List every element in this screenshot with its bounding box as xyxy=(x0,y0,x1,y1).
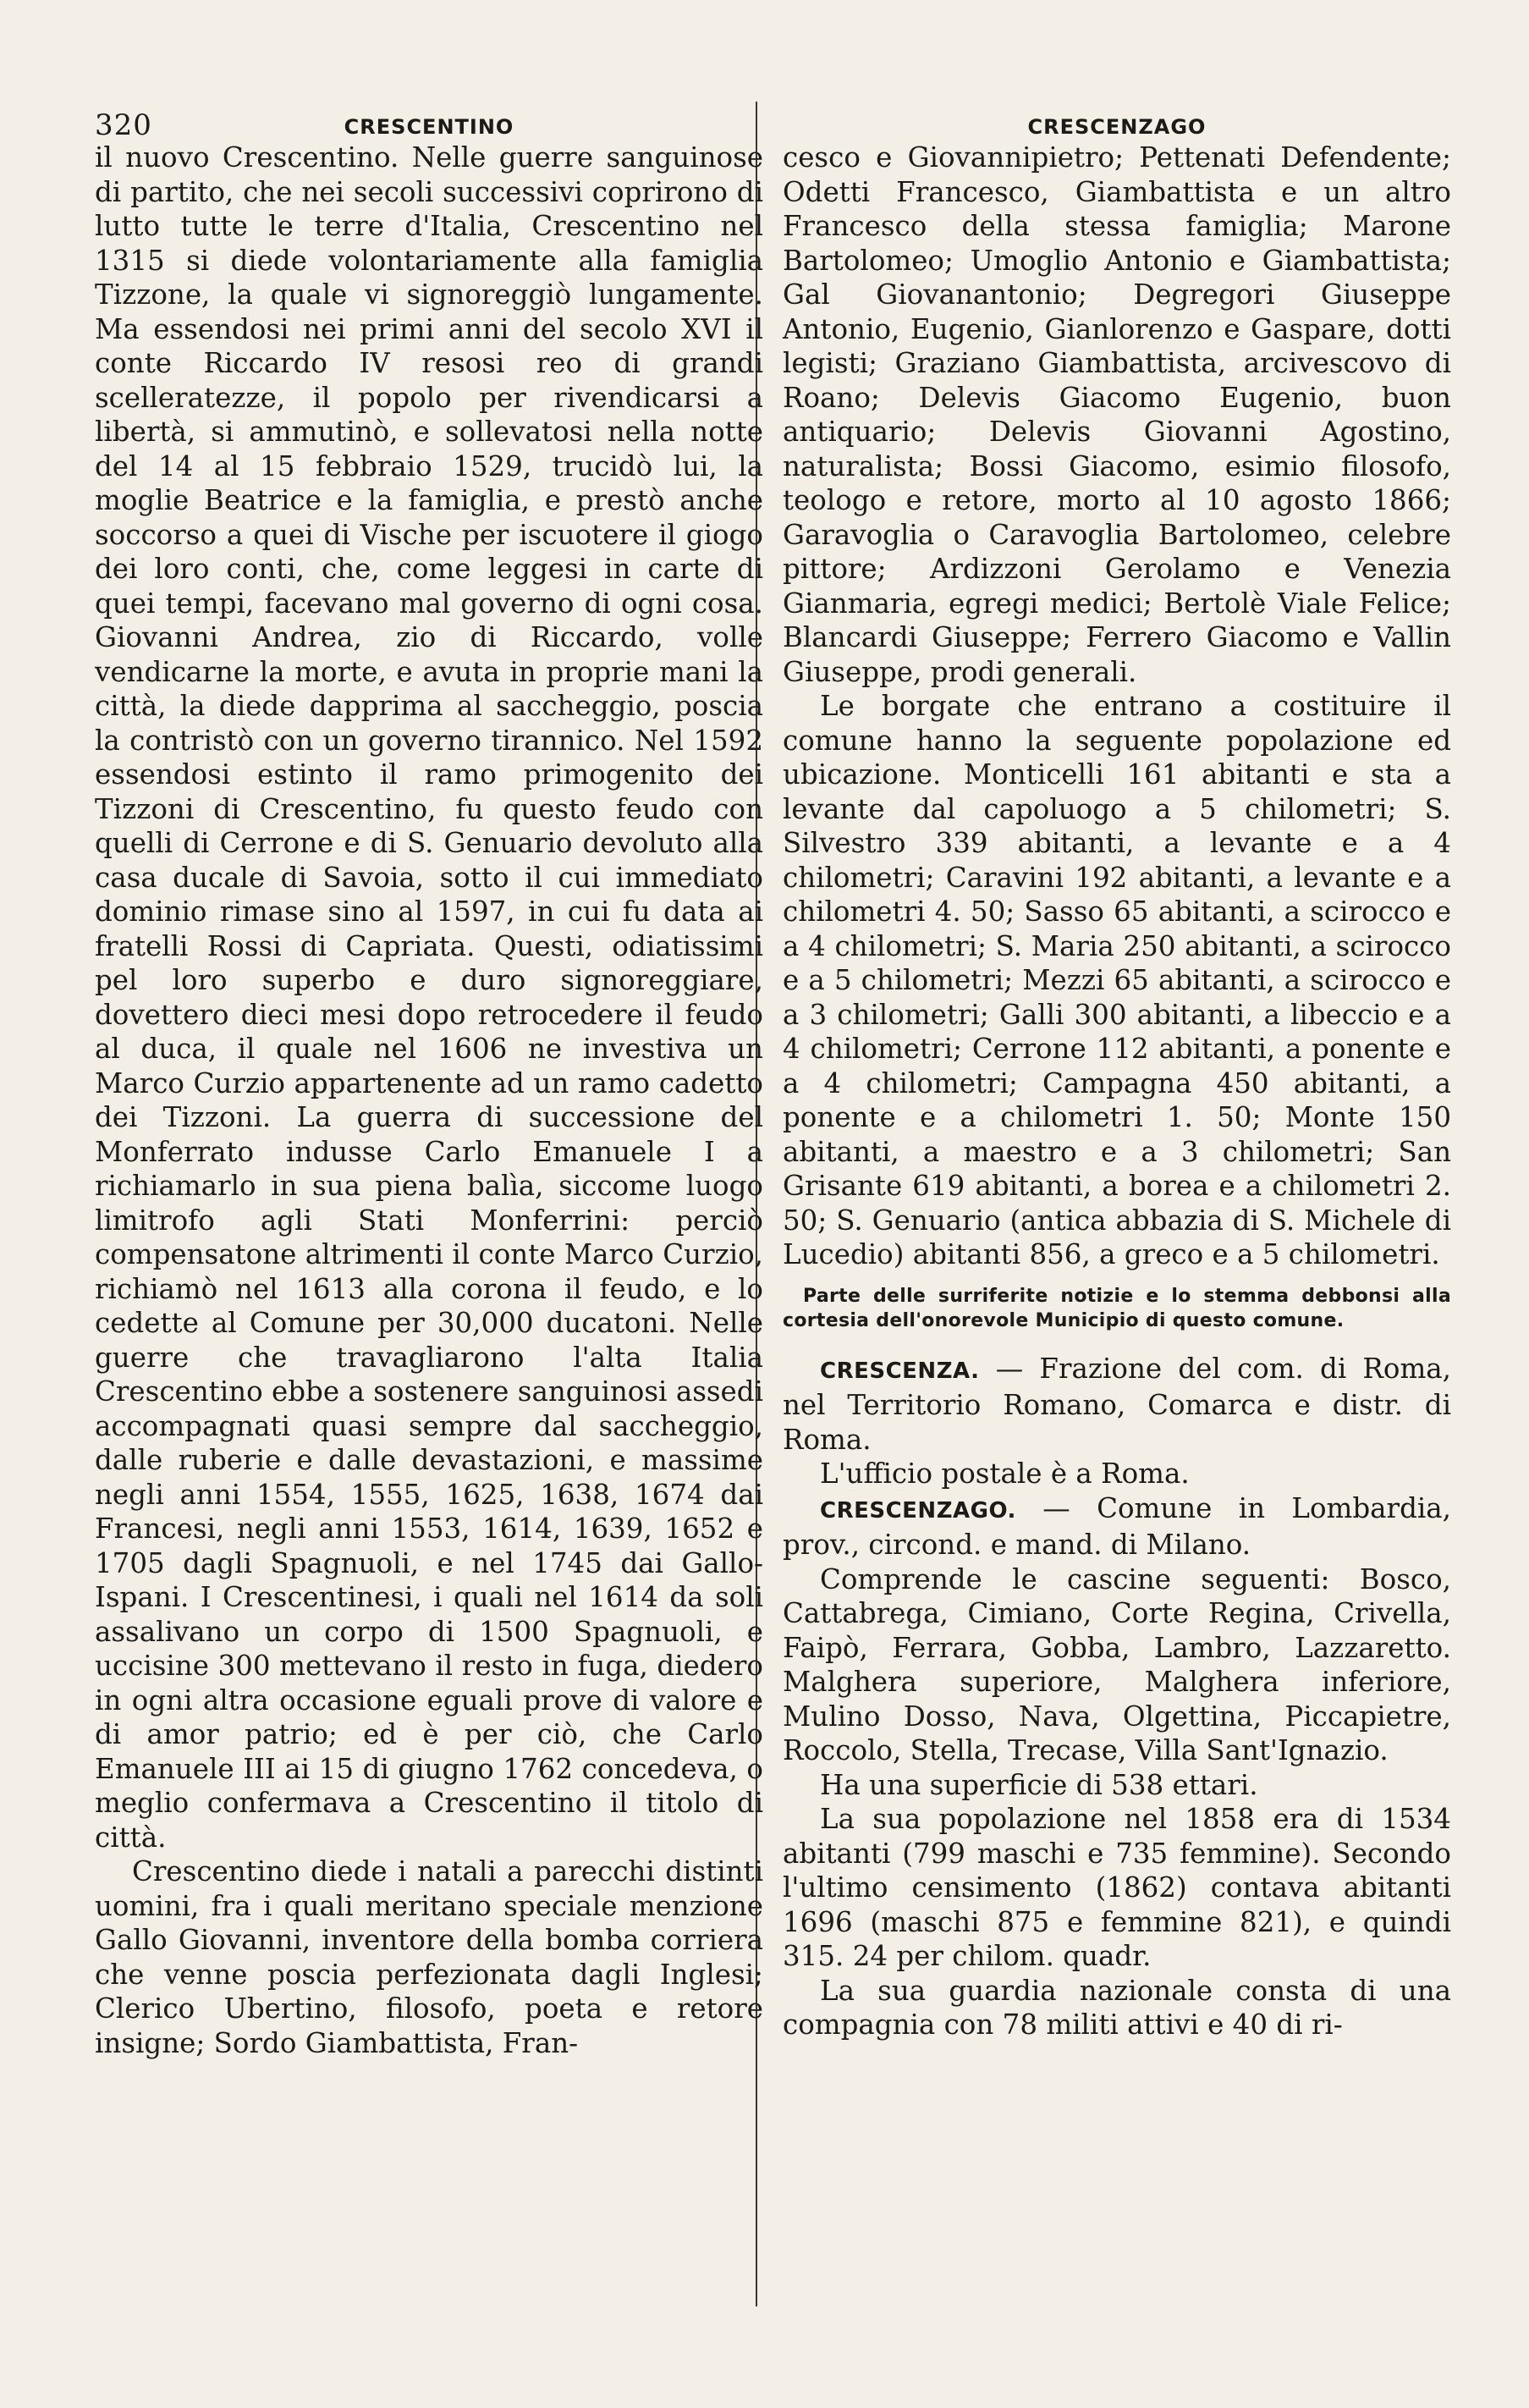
notables-continued-paragraph: cesco e Giovannipietro; Pettenati Defendente; Odetti Francesco, Giambattista e un altro Francesco della stessa famiglia; Marone Bartolomeo; Umoglio Antonio e Giambattista; Gal Giovanantonio; Degregori Giuseppe Antonio, Eugenio, Gianlorenzo e Gaspare, dotti legisti; Graziano Giambattista, arcivescovo di Roano; Delevis Giacomo Eugenio, buon antiquario; Delevis Giovanni Agostino, naturalista; Bossi Giacomo, esimio filosofo, teologo e retore, morto al 10 agosto 1866; Garavoglia o Caravoglia Bartolomeo, celebre pittore; Ardizzoni Gerolamo e Venezia Gianmaria, egregi medici; Bertolè Viale Felice; Blancardi Giuseppe; Ferrero Giacomo e Vallin Giuseppe, prodi generali. xyxy=(783,141,1451,688)
right-column xyxy=(783,141,1451,2042)
crescenzago-heading: CRESCENZAGO. xyxy=(820,1497,1016,1524)
guardia-paragraph: La sua guardia nazionale consta di una compagnia con 78 militi attivi e 40 di ri- xyxy=(783,1974,1451,2041)
superficie-paragraph: Ha una superficie di 538 ettari. xyxy=(820,1768,1258,1801)
source-note: Parte delle surriferite notizie e lo stemma debbonsi alla cortesia dell'onorevole Municipio di questo comune. xyxy=(783,1285,1451,1331)
popolazione-paragraph: La sua popolazione nel 1858 era di 1534 abitanti (799 maschi e 735 femmine). Secondo l'ultimo censimento (1862) contava abitanti 1696 (maschi 875 e femmine 821), e quindi 315. 24 per chilom. quadr. xyxy=(783,1803,1451,1972)
left-column xyxy=(95,141,763,2060)
borgate-paragraph: Le borgate che entrano a costituire il comune hanno la seguente popolazione ed ubicazione. Monticelli 161 abitanti e sta a levante dal capoluogo a 5 chilometri; S. Silvestro 339 abitanti, a levante e a 4 chilometri; Caravini 192 abitanti, a levante e a chilometri 4. 50; Sasso 65 abitanti, a scirocco e a 4 chilometri; S. Maria 250 abitanti, a scirocco e a 5 chilometri; Mezzi 65 abitanti, a scirocco e a 3 chilometri; Galli 300 abitanti, a libeccio e a 4 chilometri; Cerrone 112 abitanti, a ponente e a 4 chilometri; Campagna 450 abitanti, a ponente e a chilometri 1. 50; Monte 150 abitanti, a maestro e a 3 chilometri; San Grisante 619 abitanti, a borea e a chilometri 2. 50; S. Genuario (antica abbazia di S. Michele di Lucedio) abitanti 856, a greco e a 5 chilometri. xyxy=(783,690,1451,1270)
cascine-paragraph: Comprende le cascine seguenti: Bosco, Cattabrega, Cimiano, Corte Regina, Crivella, Faipò, Ferrara, Gobba, Lambro, Lazzaretto. Malghera superiore, Malghera inferiore, Mulino Dosso, Nava, Olgettina, Piccapietre, Roccolo, Stella, Trecase, Villa Sant'Ignazio. xyxy=(783,1562,1451,1766)
crescentino-history-paragraph: il nuovo Crescentino. Nelle guerre sanguinose di partito, che nei secoli successivi coprirono di lutto tutte le terre d'Italia, Crescentino nel 1315 si diede volontariamente alla famiglia Tizzone, la quale vi signoreggiò lungamente. Ma essendosi nei primi anni del secolo XVI il conte Riccardo IV resosi reo di grandi scelleratezze, il popolo per rivendicarsi a libertà, si ammutinò, e sollevatosi nella notte del 14 al 15 febbraio 1529, trucidò lui, la moglie Beatrice e la famiglia, e prestò anche soccorso a quei di Vische per iscuotere il giogo dei loro conti, che, come leggesi in carte di quei tempi, facevano mal governo di ogni cosa. Giovanni Andrea, zio di Riccardo, volle vendicarne la morte, e avuta in proprie mani la città, la diede dapprima al saccheggio, poscia la contristò con un governo tirannico. Nel 1592 essendosi estinto il ramo primogenito dei Tizzoni di Crescentino, fu questo feudo con quelli di Cerrone e di S. Genuario devoluto alla casa ducale di Savoia, sotto il cui immediato dominio rimase sino al 1597, in cui fu data ai fratelli Rossi di Capriata. Questi, odiatissimi pel loro superbo e duro signoreggiare, dovettero dieci mesi dopo retrocedere il feudo al duca, il quale nel 1606 ne investiva un Marco Curzio appartenente ad un ramo cadetto dei Tizzoni. La guerra di successione del Monferrato indusse Carlo Emanuele I a richiamarlo in sua piena balìa, siccome luogo limitrofo agli Stati Monferrini: perciò compensatone altrimenti il conte Marco Curzio, richiamò nel 1613 alla corona il feudo, e lo cedette al Comune per 30,000 ducatoni. Nelle guerre che travagliarono l'alta Italia Crescentino ebbe a sostenere sanguinosi assedi accompagnati quasi sempre dal saccheggio, dalle ruberie e dalle devastazioni, e massime negli anni 1554, 1555, 1625, 1638, 1674 dai Francesi, negli anni 1553, 1614, 1639, 1652 e 1705 dagli Spagnuoli, e nel 1745 dai Gallo-Ispani. I Crescentinesi, i quali nel 1614 da soli assalivano un corpo di 1500 Spagnuoli, e uccisine 300 mettevano il resto in fuga, diedero in ogni altra occasione eguali prove di valore e di amor patrio; ed è per ciò, che Carlo Emanuele III ai 15 di giugno 1762 concedeva, o meglio confermava a Crescentino il titolo di città. xyxy=(95,141,763,1854)
left-running-head: CRESCENTINO xyxy=(344,115,514,139)
page-number: 320 xyxy=(95,108,152,142)
right-header xyxy=(783,108,1451,142)
crescenza-postal: L'ufficio postale è a Roma. xyxy=(820,1457,1190,1490)
crescenzago-entry xyxy=(783,1491,1451,1562)
crescenza-heading: CRESCENZA. xyxy=(820,1358,980,1384)
crescenza-entry xyxy=(783,1352,1451,1457)
right-running-head: CRESCENZAGO xyxy=(1027,115,1207,139)
crescenzago-text: — Comune in Lombardia, prov., circond. e mand. di Milano. xyxy=(783,1491,1451,1561)
crescenza-text: — Frazione del com. di Roma, nel Territorio Romano, Comarca e distr. di Roma. xyxy=(783,1352,1451,1456)
left-header xyxy=(95,108,763,142)
crescentino-notables-paragraph: Crescentino diede i natali a parecchi distinti uomini, fra i quali meritano speciale menzione Gallo Giovanni, inventore della bomba corriera che venne poscia perfezionata dagli Inglesi; Clerico Ubertino, filosofo, poeta e retore insigne; Sordo Giambattista, Fran- xyxy=(95,1855,763,2059)
